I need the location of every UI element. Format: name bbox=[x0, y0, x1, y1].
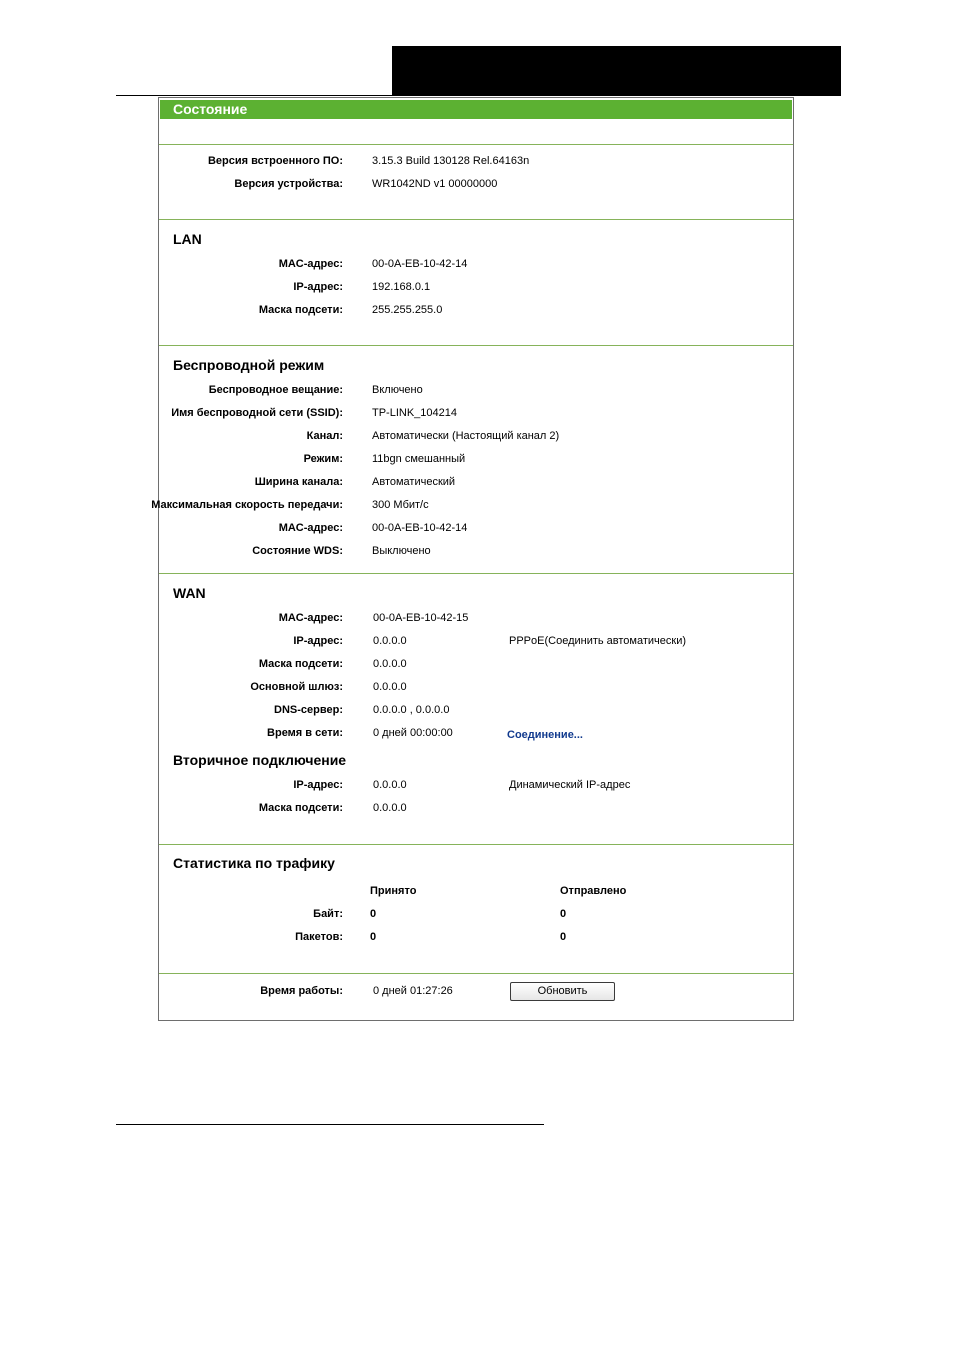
secondary-ip-value: 0.0.0.0 bbox=[373, 779, 407, 791]
wireless-section-title: Беспроводной режим bbox=[173, 357, 325, 373]
secondary-ip-type: Динамический IP-адрес bbox=[509, 779, 631, 791]
lan-mac-label: MAC-адрес: bbox=[278, 258, 343, 270]
divider bbox=[159, 345, 793, 346]
wan-gateway-label: Основной шлюз: bbox=[250, 681, 343, 693]
firmware-version-label: Версия встроенного ПО: bbox=[207, 155, 343, 167]
wireless-wds-label: Состояние WDS: bbox=[252, 545, 343, 557]
wireless-width-value: Автоматический bbox=[372, 476, 456, 488]
wireless-width-label: Ширина канала: bbox=[254, 476, 343, 488]
divider bbox=[159, 844, 793, 845]
wireless-channel-label: Канал: bbox=[306, 430, 343, 442]
divider bbox=[159, 219, 793, 220]
document-header-rule bbox=[116, 95, 392, 96]
wan-mask-value: 0.0.0.0 bbox=[373, 658, 407, 670]
hardware-version-value: WR1042ND v1 00000000 bbox=[372, 178, 498, 190]
wan-dns-value: 0.0.0.0 , 0.0.0.0 bbox=[373, 704, 450, 716]
traffic-bytes-label: Байт: bbox=[313, 908, 343, 920]
wireless-broadcast-label: Беспроводное вещание: bbox=[208, 384, 343, 396]
wan-section-title: WAN bbox=[173, 585, 206, 601]
wan-online-time-value: 0 дней 00:00:00 bbox=[373, 727, 453, 739]
uptime-label: Время работы: bbox=[260, 985, 343, 997]
document-header-bar bbox=[392, 46, 841, 96]
wan-mac-label: MAC-адрес: bbox=[278, 612, 343, 624]
divider bbox=[159, 573, 793, 574]
wireless-mac-value: 00-0A-EB-10-42-14 bbox=[372, 522, 468, 534]
wan-connection-type: PPPoE(Соединить автоматически) bbox=[509, 635, 687, 647]
wan-mask-label: Маска подсети: bbox=[258, 658, 343, 670]
wireless-mode-value: 11bgn смешанный bbox=[372, 453, 466, 465]
lan-mask-label: Маска подсети: bbox=[258, 304, 343, 316]
traffic-packets-received: 0 bbox=[370, 931, 377, 943]
traffic-section-title: Статистика по трафику bbox=[173, 855, 335, 871]
wan-ip-value: 0.0.0.0 bbox=[373, 635, 407, 647]
page-title: Состояние bbox=[160, 100, 792, 119]
wireless-mode-label: Режим: bbox=[303, 453, 343, 465]
wan-ip-label: IP-адрес: bbox=[293, 635, 343, 647]
wireless-wds-value: Выключено bbox=[372, 545, 431, 557]
divider bbox=[159, 144, 793, 145]
wan-online-time-label: Время в сети: bbox=[267, 727, 343, 739]
status-panel bbox=[151, 97, 794, 1021]
secondary-section-title: Вторичное подключение bbox=[173, 752, 347, 768]
firmware-version-value: 3.15.3 Build 130128 Rel.64163n bbox=[372, 155, 530, 167]
document-footnote-rule bbox=[116, 1124, 544, 1125]
wan-mac-value: 00-0A-EB-10-42-15 bbox=[373, 612, 469, 624]
traffic-bytes-sent: 0 bbox=[560, 908, 567, 920]
traffic-packets-sent: 0 bbox=[560, 931, 567, 943]
secondary-mask-label: Маска подсети: bbox=[258, 802, 343, 814]
lan-section-title: LAN bbox=[173, 231, 202, 247]
traffic-packets-label: Пакетов: bbox=[295, 931, 343, 943]
lan-ip-value: 192.168.0.1 bbox=[372, 281, 431, 293]
uptime-value: 0 дней 01:27:26 bbox=[373, 985, 453, 997]
wireless-ssid-label: Имя беспроводной сети (SSID): bbox=[171, 407, 343, 419]
lan-mask-value: 255.255.255.0 bbox=[372, 304, 443, 316]
wan-connect-link[interactable]: Соединение... bbox=[507, 729, 583, 741]
lan-mac-value: 00-0A-EB-10-42-14 bbox=[372, 258, 468, 270]
secondary-ip-label: IP-адрес: bbox=[293, 779, 343, 791]
refresh-button[interactable]: Обновить bbox=[510, 982, 615, 1001]
traffic-received-header: Принято bbox=[370, 885, 417, 897]
wireless-max-rate-label: Максимальная скорость передачи: bbox=[151, 499, 343, 511]
wireless-max-rate-value: 300 Мбит/с bbox=[372, 499, 429, 511]
wan-dns-label: DNS-сервер: bbox=[274, 704, 343, 716]
wireless-mac-label: MAC-адрес: bbox=[278, 522, 343, 534]
wireless-ssid-value: TP-LINK_104214 bbox=[372, 407, 457, 419]
wireless-broadcast-value: Включено bbox=[372, 384, 423, 396]
hardware-version-label: Версия устройства: bbox=[234, 178, 343, 190]
divider bbox=[159, 973, 793, 974]
lan-ip-label: IP-адрес: bbox=[293, 281, 343, 293]
wan-gateway-value: 0.0.0.0 bbox=[373, 681, 407, 693]
wireless-channel-value: Автоматически (Настоящий канал 2) bbox=[372, 430, 560, 442]
traffic-bytes-received: 0 bbox=[370, 908, 377, 920]
secondary-mask-value: 0.0.0.0 bbox=[373, 802, 407, 814]
traffic-sent-header: Отправлено bbox=[560, 885, 627, 897]
